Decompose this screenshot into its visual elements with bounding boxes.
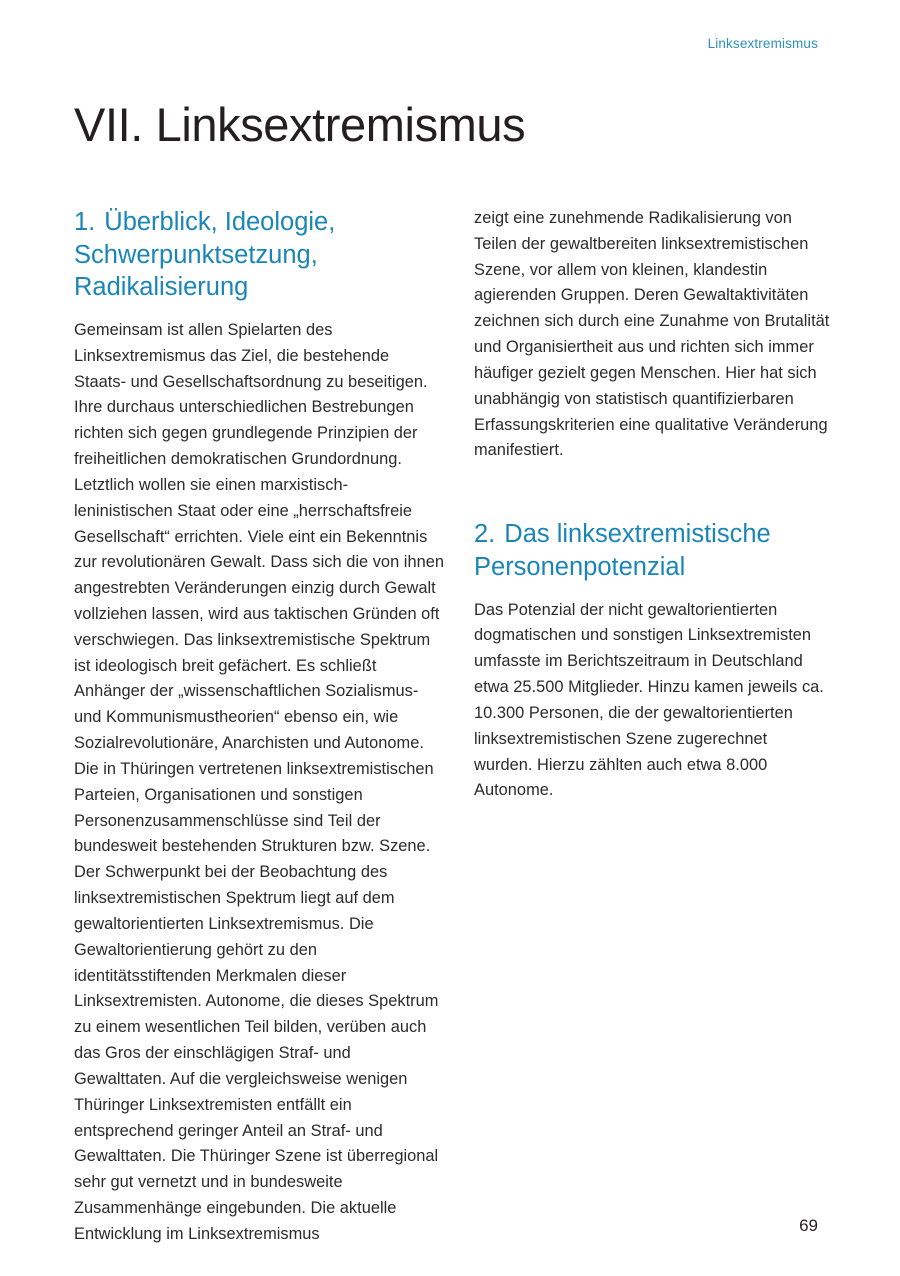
section-title-2: Das linksextremistische Personenpotenzial [474, 520, 771, 581]
column-left [74, 206, 444, 1248]
running-header: Linksextremismus [707, 36, 818, 51]
section-heading-2 [474, 518, 830, 583]
section-number-1: 1. [74, 208, 96, 236]
page-number: 69 [799, 1216, 818, 1235]
section-title-1: Überblick, Ideologie, Schwerpunktsetzung, Radikalisierung [74, 208, 336, 302]
two-column-body [74, 206, 830, 1248]
section-heading-1 [74, 206, 444, 304]
chapter-title: VII. Linksextremismus [74, 98, 526, 152]
paragraph-right-2: Das Potenzial der nicht gewaltorientierten dogmatischen und sonstigen Linksextremisten umfasste im Berichtszeitraum in Deutschland etwa 25.500 Mitglieder. Hinzu kamen jeweils ca. 10.300 Personen, die der gewaltorientierten linksextremistischen Szene zugerechnet wurden. Hierzu zählten auch etwa 8.000 Autonome. [474, 600, 824, 800]
column-right [474, 206, 830, 1248]
paragraph-right-1: zeigt eine zunehmende Radikalisierung von Teilen der gewaltbereiten linksextremistischen Szene, vor allem von kleinen, klandestin agierenden Gruppen. Deren Gewaltaktivitäten zeichnen sich durch eine Zunahme von Brutalität und Organisiertheit aus und richten sich immer häufiger gezielt gegen Menschen. Hier hat sich unabhängig von statistisch quantifizierbaren Erfassungskriterien eine qualitative Veränderung manifestiert. [474, 209, 830, 460]
paragraph-left-1: Gemeinsam ist allen Spielarten des Linksextremismus das Ziel, die bestehende Staats- und Gesellschaftsordnung zu beseitigen. Ihre durchaus unterschiedlichen Bestrebungen richten sich gegen grundlegende Prinzipien der freiheitlichen demokratischen Grundordnung. Letztlich wollen sie einen marxistisch-leninistischen Staat oder eine „herrschaftsfreie Gesellschaft“ errichten. Viele eint ein Bekenntnis zur revolutionären Gewalt. Dass sich die von ihnen angestrebten Veränderungen einzig durch Gewalt vollziehen lassen, wird aus taktischen Gründen oft verschwiegen. Das linksextremistische Spektrum ist ideologisch breit gefächert. Es schließt Anhänger der „wissenschaftlichen Sozialismus- und Kommunismustheorien“ ebenso ein, wie Sozialrevolutionäre, Anarchisten und Autonome. Die in Thüringen vertretenen linksextremistischen Parteien, Organisationen und sonstigen Personenzusammenschlüsse sind Teil der bundesweit bestehenden Strukturen bzw. Szene. Der Schwerpunkt bei der Beobachtung des linksextremistischen Spektrum liegt auf dem gewaltorientierten Linksextremismus. Die Gewaltorientierung gehört zu den identitätsstiftenden Merkmalen dieser Linksextremisten. Autonome, die dieses Spektrum zu einem wesentlichen Teil bilden, verüben auch das Gros der einschlägigen Straf- und Gewalttaten. Auf die vergleichsweise wenigen Thüringer Linksextremisten entfällt ein entsprechend geringer Anteil an Straf- und Gewalttaten. Die Thüringer Szene ist überregional sehr gut vernetzt und in bundesweite Zusammenhänge eingebunden. Die aktuelle Entwicklung im Linksextremismus [74, 320, 444, 1243]
section-number-2: 2. [474, 520, 496, 549]
